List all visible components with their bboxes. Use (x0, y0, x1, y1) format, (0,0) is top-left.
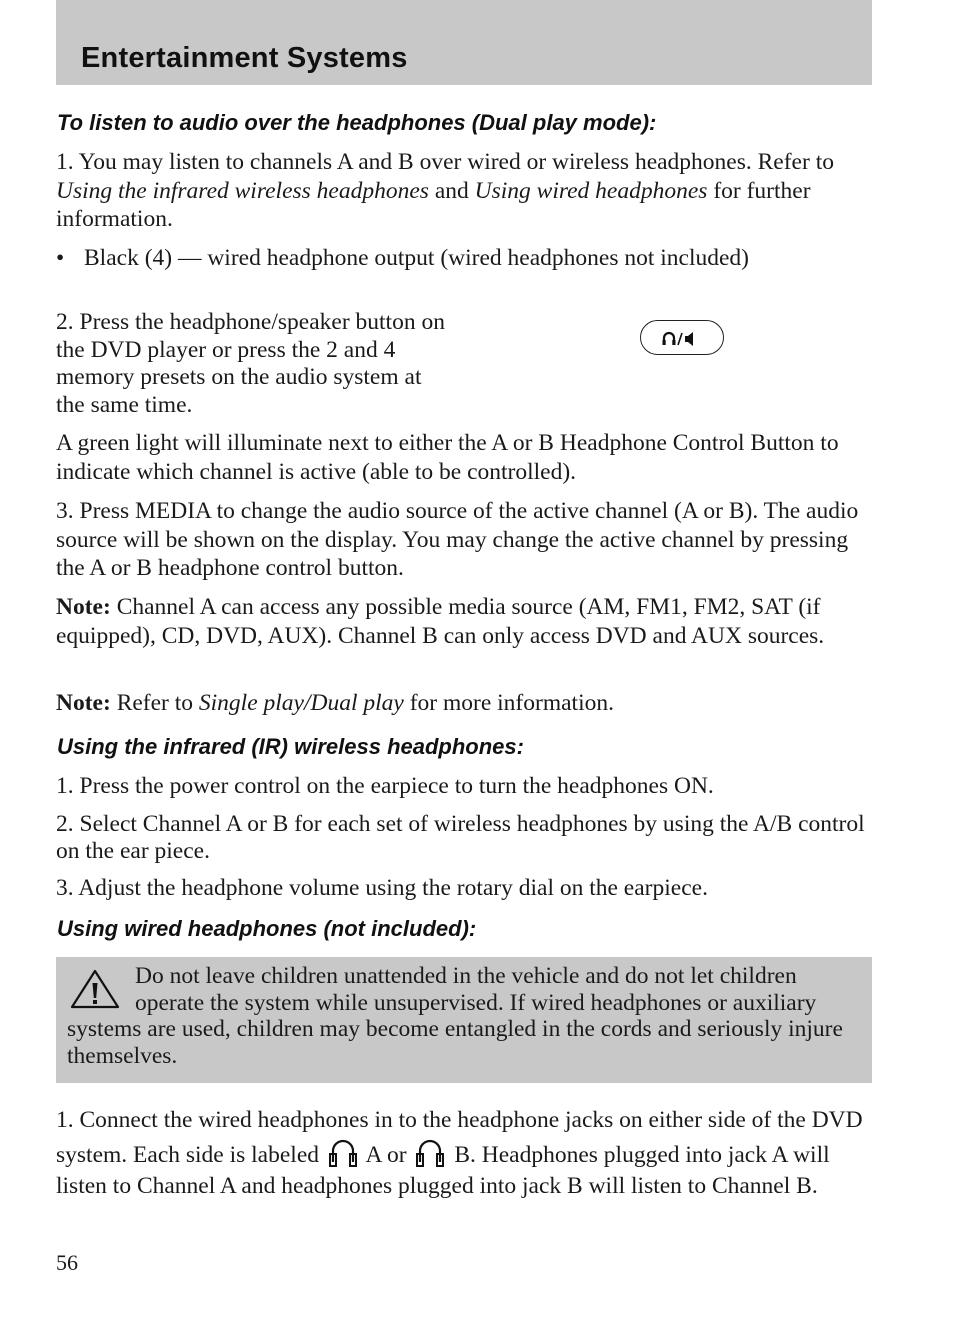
headphone-icon (414, 1136, 446, 1168)
note-text-b: for more information. (403, 690, 614, 716)
ref-infrared-headphones: Using the infrared wireless headphones (56, 177, 429, 204)
note-text: Channel A can access any possible media source (AM, FM1, FM2, SAT (if equipped), CD, DVD, AUX). Channel B can only access DVD and AUX sources. (56, 594, 825, 649)
dual-step-3: 3. Press MEDIA to change the audio source of the active channel (A or B). The audio source will be shown on the display. You may change the active channel by pressing the A or B headphone control button. (56, 498, 859, 581)
page-title: Entertainment Systems (81, 42, 408, 74)
section-heading-ir-headphones: Using the infrared (IR) wireless headphones: (57, 734, 524, 759)
dual-step-1-text-a: 1. You may listen to channels A and B over wired or wireless headphones. Refer to (56, 149, 834, 175)
note-label: Note: (56, 690, 111, 716)
dual-step-1-text-b: and (428, 177, 475, 204)
headphone-speaker-button-icon (640, 320, 724, 355)
bullet-icon: • (56, 245, 65, 271)
ref-single-dual-play: Single play/Dual play (198, 690, 404, 716)
wired-step-1-text-c: B. Headphones plugged into jack A will listen to Channel A and headphones plugged into jack B will listen to Channel B. (56, 1142, 830, 1199)
bullet-item (56, 244, 876, 273)
note-single-dual-play (56, 689, 876, 718)
ir-step-3: 3. Adjust the headphone volume using the rotary dial on the earpiece. (56, 875, 708, 901)
wired-step-1-text-a: 1. Connect the wired headphones in to the headphone jacks on either side of the DVD system. Each side is labeled (56, 1107, 863, 1168)
wired-step-1 (56, 1105, 876, 1202)
page-header (56, 0, 872, 85)
ir-step-2: 2. Select Channel A or B for each set of wireless headphones by using the A/B control on the ear piece. (56, 811, 865, 864)
warning-text: Do not leave children unattended in the vehicle and do not let children operate the system while unsupervised. If wired headphones or auxiliary systems are used, children may become entangled in the cords and seriously injure themselves. (67, 963, 843, 1069)
dual-step-2: 2. Press the headphone/speaker button on the DVD player or press the 2 and 4 memory presets on the audio system at the same time. (56, 309, 445, 418)
headphone-icon (327, 1136, 359, 1168)
section-heading-dual-play: To listen to audio over the headphones (Dual play mode): (57, 110, 657, 135)
page-number: 56 (56, 1250, 78, 1275)
warning-box (56, 957, 872, 1083)
dual-step-1-text-c: for further information. (56, 177, 811, 232)
section-heading-wired-headphones: Using wired headphones (not included): (57, 916, 477, 941)
note-label: Note: (56, 594, 111, 620)
note-text-a: Refer to (110, 690, 199, 716)
green-light-text: A green light will illuminate next to either the A or B Headphone Control Button to indicate which channel is active (able to be controlled). (56, 430, 839, 485)
ir-step-1: 1. Press the power control on the earpiece to turn the headphones ON. (56, 773, 714, 799)
dual-step-1 (56, 148, 876, 234)
wired-step-1-text-b: A or (360, 1142, 413, 1168)
ref-wired-headphones: Using wired headphones (474, 177, 708, 204)
note-media-sources (56, 593, 876, 650)
bullet-text: Black (4) — wired headphone output (wired headphones not included) (84, 245, 749, 271)
